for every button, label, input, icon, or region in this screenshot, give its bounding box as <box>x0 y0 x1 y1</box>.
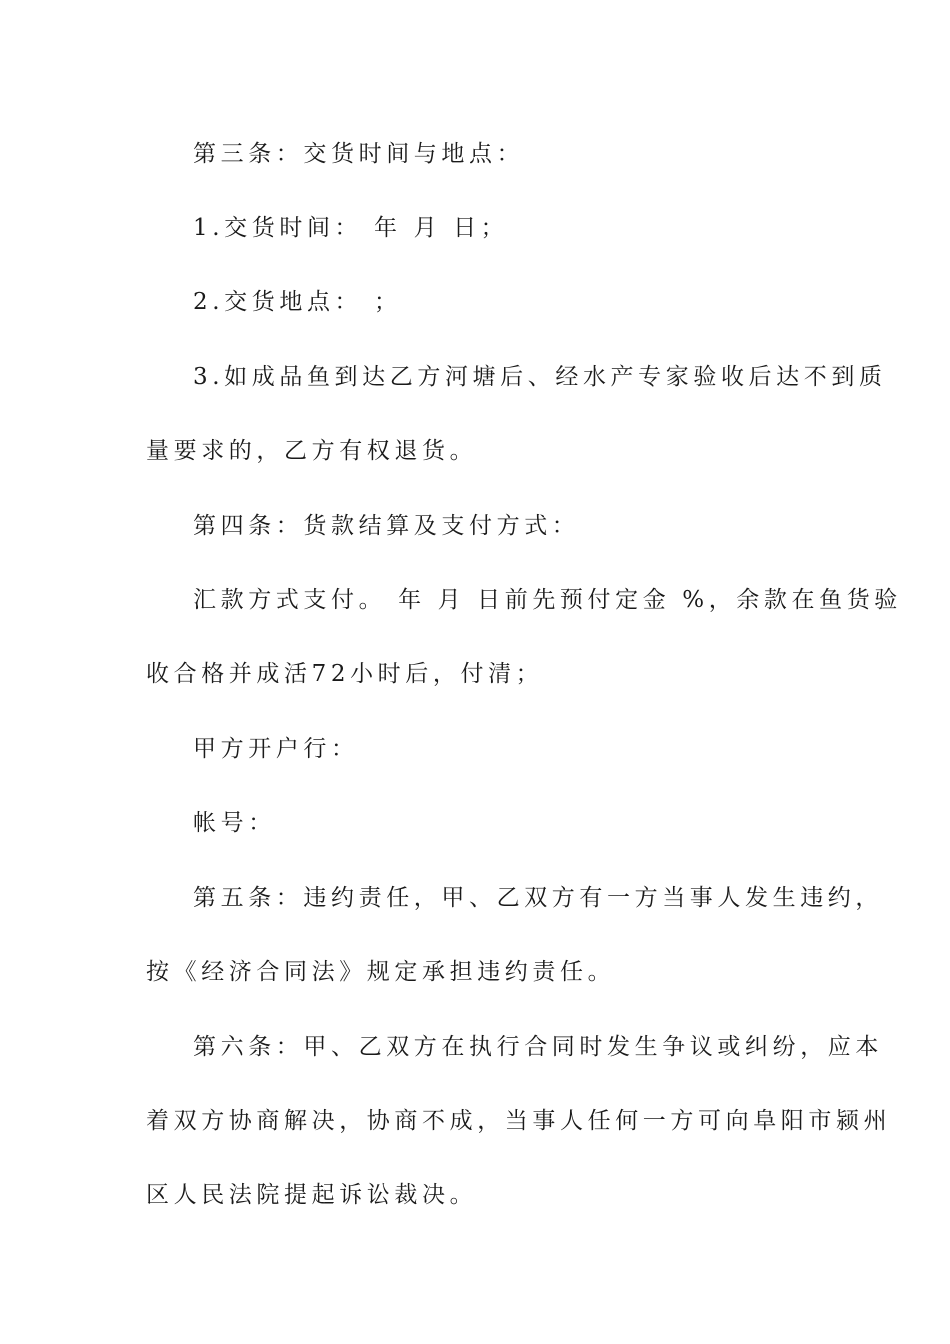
article-6-line-2: 着双方协商解决，协商不成，当事人任何一方可向阜阳市颍州 <box>146 1108 892 1134</box>
article-4-heading: 第四条：货款结算及支付方式： <box>193 513 580 539</box>
quality-clause-line-1: 3.如成品鱼到达乙方河塘后、经水产专家验收后达不到质 <box>193 364 887 390</box>
article-3-heading: 第三条：交货时间与地点： <box>193 141 525 167</box>
delivery-time-line: 1.交货时间： 年 月 日； <box>193 215 509 241</box>
bank-line: 甲方开户行： <box>193 736 359 762</box>
article-5-line-2: 按《经济合同法》规定承担违约责任。 <box>146 959 616 985</box>
quality-clause-line-2: 量要求的，乙方有权退货。 <box>146 438 478 464</box>
article-6-line-3: 区人民法院提起诉讼裁决。 <box>146 1182 478 1208</box>
delivery-place-line: 2.交货地点： ； <box>193 289 402 315</box>
article-5-line-1: 第五条：违约责任，甲、乙双方有一方当事人发生违约， <box>193 885 883 911</box>
payment-line-2: 收合格并成活72小时后，付清； <box>146 661 544 687</box>
payment-line-1: 汇款方式支付。 年 月 日前先预付定金 %，余款在鱼货验 <box>193 587 902 613</box>
article-6-line-1: 第六条：甲、乙双方在执行合同时发生争议或纠纷，应本 <box>193 1034 883 1060</box>
account-line: 帐号： <box>193 810 276 836</box>
